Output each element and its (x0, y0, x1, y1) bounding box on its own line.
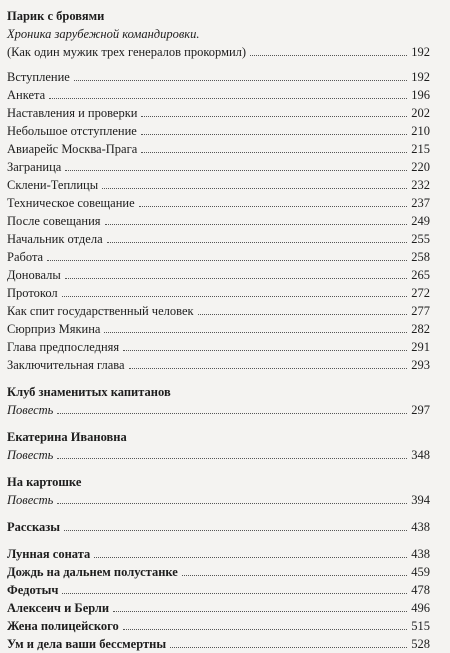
toc-page-number: 202 (411, 106, 430, 120)
leader-dots (123, 350, 407, 351)
leader-dots (107, 242, 407, 243)
leader-dots (64, 530, 407, 531)
leader-dots (141, 116, 407, 117)
toc-page-number: 192 (411, 45, 430, 59)
toc-line (7, 635, 430, 653)
toc-page-number: 496 (411, 601, 430, 615)
leader-dots (141, 134, 407, 135)
toc-page-number: 394 (411, 493, 430, 507)
leader-dots (170, 647, 407, 648)
toc-title: Ум и дела ваши бессмертны (7, 637, 167, 651)
toc-line (7, 248, 430, 266)
toc-page-number: 232 (411, 178, 430, 192)
toc-line (7, 491, 430, 509)
leader-dots (113, 611, 407, 612)
toc-line (7, 230, 430, 248)
toc-page-number: 291 (411, 340, 430, 354)
leader-dots (62, 296, 407, 297)
toc-title: Лунная соната (7, 547, 91, 561)
toc-page-number: 459 (411, 565, 430, 579)
toc-page-number: 478 (411, 583, 430, 597)
chapter-list (7, 68, 430, 374)
section-kartoshka (7, 473, 430, 509)
toc-line (7, 86, 430, 104)
toc-title: Небольшое отступление (7, 124, 137, 138)
toc-page-number: 220 (411, 160, 430, 174)
leader-dots (105, 224, 407, 225)
section-klub (7, 383, 430, 419)
section-title: Клуб знаменитых капитанов (7, 385, 171, 399)
toc-line (7, 284, 430, 302)
section-title: Парик с бровями (7, 9, 105, 23)
toc-title: Повесть (7, 493, 54, 507)
section-title: Екатерина Ивановна (7, 430, 127, 444)
leader-dots (123, 629, 407, 630)
toc-line (7, 158, 430, 176)
toc-title: Повесть (7, 448, 54, 462)
toc-title: Заключительная глава (7, 358, 125, 372)
toc-page-number: 258 (411, 250, 430, 264)
leader-dots (104, 332, 407, 333)
leader-dots (49, 98, 407, 99)
toc-page-number: 265 (411, 268, 430, 282)
section-subtitle: Хроника зарубежной командировки. (7, 27, 200, 41)
toc-title: Склени-Теплицы (7, 178, 99, 192)
toc-page-number: 210 (411, 124, 430, 138)
toc-title: Работа (7, 250, 44, 264)
toc-title: Как спит государственный человек (7, 304, 194, 318)
toc-title: Протокол (7, 286, 58, 300)
toc-title: Федотыч (7, 583, 59, 597)
toc-line (7, 446, 430, 464)
toc-title: Алексеич и Берли (7, 601, 110, 615)
toc-page-number: 272 (411, 286, 430, 300)
toc-line (7, 338, 430, 356)
leader-dots (198, 314, 407, 315)
toc-title: (Как один мужик трех генералов прокормил) (7, 45, 247, 59)
toc-line (7, 356, 430, 374)
toc-line (7, 43, 430, 61)
toc-line (7, 599, 430, 617)
leader-dots (47, 260, 407, 261)
toc-line (7, 518, 430, 536)
toc-page-number: 348 (411, 448, 430, 462)
toc-title: Вступление (7, 70, 70, 84)
toc-page-number: 438 (411, 547, 430, 561)
stories-list (7, 545, 430, 653)
leader-dots (250, 55, 407, 56)
toc-page-number: 192 (411, 70, 430, 84)
toc-line (7, 68, 430, 86)
toc-title: Повесть (7, 403, 54, 417)
toc-line (7, 581, 430, 599)
toc-page-number: 249 (411, 214, 430, 228)
leader-dots (57, 503, 407, 504)
toc-line (7, 140, 430, 158)
toc-title: После совещания (7, 214, 101, 228)
toc-title: Заграница (7, 160, 62, 174)
toc-page-number: 255 (411, 232, 430, 246)
leader-dots (102, 188, 407, 189)
toc-title: Доновалы (7, 268, 61, 282)
toc-page-number: 282 (411, 322, 430, 336)
toc-line (7, 266, 430, 284)
toc-line (7, 617, 430, 635)
section-parik (7, 7, 430, 61)
toc-page-number: 515 (411, 619, 430, 633)
toc-line (7, 302, 430, 320)
leader-dots (94, 557, 407, 558)
toc-page-number: 297 (411, 403, 430, 417)
toc-title: Рассказы (7, 520, 61, 534)
toc-page-number: 237 (411, 196, 430, 210)
toc-line (7, 104, 430, 122)
toc-page-number: 215 (411, 142, 430, 156)
leader-dots (57, 458, 407, 459)
toc-page-number: 277 (411, 304, 430, 318)
leader-dots (62, 593, 407, 594)
toc-line (7, 212, 430, 230)
toc-page-number: 528 (411, 637, 430, 651)
leader-dots (182, 575, 407, 576)
section-ekaterina (7, 428, 430, 464)
toc-line (7, 194, 430, 212)
toc-title: Дождь на дальнем полустанке (7, 565, 178, 579)
section-rasskazy (7, 518, 430, 536)
toc-line (7, 320, 430, 338)
toc-page-number: 196 (411, 88, 430, 102)
leader-dots (57, 413, 407, 414)
leader-dots (65, 170, 407, 171)
toc-title: Глава предпоследняя (7, 340, 120, 354)
toc-title: Начальник отдела (7, 232, 103, 246)
leader-dots (65, 278, 407, 279)
toc-line (7, 176, 430, 194)
toc-line (7, 401, 430, 419)
leader-dots (141, 152, 407, 153)
section-title: На картошке (7, 475, 82, 489)
leader-dots (74, 80, 407, 81)
toc-title: Наставления и проверки (7, 106, 138, 120)
toc-title: Жена полицейского (7, 619, 119, 633)
toc-title: Сюрприз Мякина (7, 322, 101, 336)
toc-page-number: 293 (411, 358, 430, 372)
toc-title: Анкета (7, 88, 46, 102)
toc-line (7, 545, 430, 563)
toc-page-number: 438 (411, 520, 430, 534)
toc-line (7, 122, 430, 140)
toc-title: Авиарейс Москва-Прага (7, 142, 138, 156)
toc-title: Техническое совещание (7, 196, 135, 210)
leader-dots (139, 206, 407, 207)
toc-line (7, 563, 430, 581)
leader-dots (129, 368, 407, 369)
